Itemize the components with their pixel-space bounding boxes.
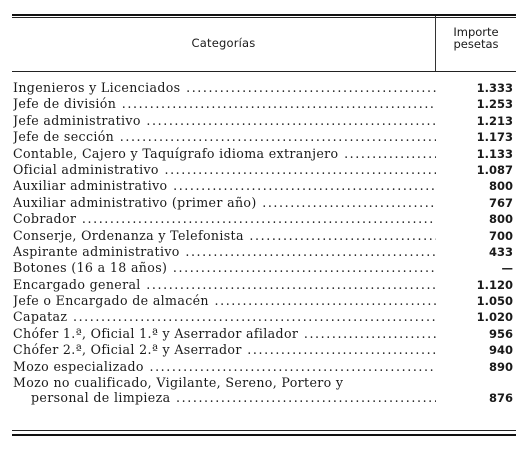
category-cell: Oficial administrativo .....	[13, 162, 436, 178]
category-cell: Cobrador .....	[13, 211, 436, 227]
amount-cell: 940	[488, 343, 513, 358]
category-cell: Auxiliar administrativo (primer año) .....	[13, 195, 436, 211]
table-bottom-rule	[12, 434, 516, 436]
table-row	[13, 80, 513, 96]
amount-cell: 1.020	[476, 310, 513, 325]
amount-cell: 1.050	[476, 294, 513, 309]
amount-cell: 890	[488, 359, 513, 374]
amount-header-line1: Importe	[453, 25, 499, 39]
table-row	[13, 375, 513, 406]
category-cell: Jefe de sección .....	[13, 129, 436, 145]
amount-cell: 1.133	[476, 146, 513, 161]
category-cell: Mozo especializado .....	[13, 359, 436, 375]
amount-cell: 1.120	[476, 277, 513, 292]
table-top-rule	[12, 14, 516, 16]
category-cell: Chófer 2.ª, Oficial 2.ª y Aserrador .....	[13, 342, 436, 358]
table-row	[13, 326, 513, 342]
category-cell: Jefe administrativo .....	[13, 113, 436, 129]
category-cell: Capataz .....	[13, 309, 436, 325]
amount-cell: —	[501, 261, 513, 276]
category-cell: Contable, Cajero y Taquígrafo idioma extranjero .....	[13, 146, 436, 162]
table-row	[13, 195, 513, 211]
amount-cell: 1.333	[476, 81, 513, 95]
table-row	[13, 211, 513, 227]
table-row	[13, 129, 513, 145]
category-cell: Jefe de división .....	[13, 96, 436, 112]
table-row	[13, 162, 513, 178]
amount-cell: 800	[488, 179, 513, 194]
table-row	[13, 244, 513, 260]
table-row	[13, 146, 513, 162]
category-column-header: Categorías	[191, 36, 256, 50]
header-bottom-rule	[12, 71, 516, 72]
amount-header-line2: pesetas	[453, 37, 499, 51]
table-body	[13, 80, 513, 406]
table-bottom-rule-thin	[12, 430, 516, 431]
category-cell-line1: Mozo no cualificado, Vigilante, Sereno, Portero y	[13, 375, 344, 391]
table-row	[13, 359, 513, 375]
category-cell: Chófer 1.ª, Oficial 1.ª y Aserrador afilador .....	[13, 326, 436, 342]
amount-cell: 956	[488, 326, 513, 341]
amount-cell: 433	[488, 244, 513, 259]
category-cell: Encargado general .....	[13, 277, 436, 293]
category-cell: Jefe o Encargado de almacén .....	[13, 293, 436, 309]
category-cell: Conserje, Ordenanza y Telefonista .....	[13, 228, 436, 244]
table-row	[13, 260, 513, 276]
category-cell: Ingenieros y Licenciados .....	[13, 80, 436, 96]
table-row	[13, 178, 513, 194]
table-row	[13, 342, 513, 358]
amount-cell: 1.087	[476, 162, 513, 177]
amount-cell: 700	[488, 228, 513, 243]
category-cell: Aspirante administrativo .....	[13, 244, 436, 260]
amount-column-header	[436, 26, 516, 50]
amount-cell: 1.213	[476, 113, 513, 128]
amount-cell: 876	[488, 391, 513, 406]
category-cell: Botones (16 a 18 años) .....	[13, 260, 436, 276]
table-top-rule-thin	[12, 17, 516, 18]
amount-cell: 1.173	[476, 130, 513, 145]
table-row	[13, 96, 513, 112]
table-row	[13, 293, 513, 309]
table-row	[13, 113, 513, 129]
category-cell: Auxiliar administrativo .....	[13, 178, 436, 194]
amount-cell: 767	[488, 195, 513, 210]
table-row	[13, 309, 513, 325]
table-row	[13, 228, 513, 244]
table-row	[13, 277, 513, 293]
amount-cell: 800	[488, 212, 513, 227]
category-cell-line2: personal de limpieza .....	[31, 390, 436, 406]
amount-cell: 1.253	[476, 97, 513, 112]
